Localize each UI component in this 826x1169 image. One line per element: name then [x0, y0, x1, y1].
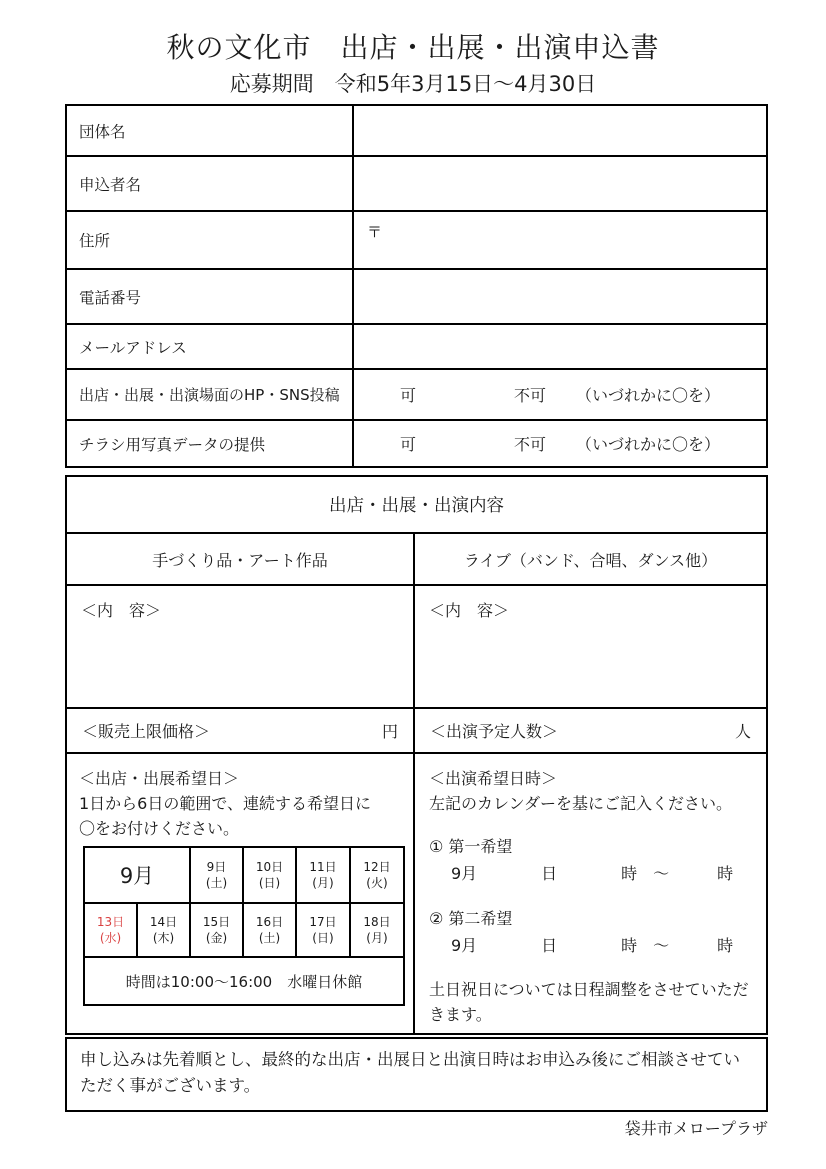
second-choice-block — [429, 906, 752, 960]
live-content-field: ＜内 容＞ — [429, 601, 510, 620]
content-table — [65, 475, 768, 1035]
calendar-day-cell — [190, 903, 243, 957]
september-calendar — [83, 846, 405, 1006]
first-choice-label: ① 第一希望 — [429, 837, 513, 856]
day-number: 16日 — [255, 914, 284, 929]
category-handmade: 手づくり品・アート作品 — [67, 534, 415, 584]
row-address — [67, 210, 766, 268]
row-photo-provision — [67, 419, 766, 466]
day-number: 12日 — [363, 859, 391, 874]
schedule-instruction: 左記のカレンダーを基にご記入ください。 — [429, 794, 732, 813]
category-row — [67, 532, 766, 584]
day-weekday: (月) — [366, 931, 388, 945]
option-ng: 不可 — [514, 435, 547, 454]
row-sns-permission — [67, 368, 766, 419]
calendar-day-cell — [350, 847, 404, 903]
calendar-day-cell — [137, 903, 190, 957]
day-number: 9日 — [206, 859, 227, 874]
calendar-day-cell — [190, 847, 243, 903]
second-choice-time-line: 9月 日 時 ～ 時 — [451, 936, 734, 955]
field-label: 出店・出展・出演場面のHP・SNS投稿 — [67, 370, 354, 419]
field-value — [354, 106, 766, 155]
field-label: メールアドレス — [67, 325, 354, 368]
calendar-week-1 — [84, 847, 404, 903]
day-number: 11日 — [309, 859, 337, 874]
booth-wish-dates-cell — [67, 754, 415, 1033]
form-title: 秋の文化市 出店・出展・出演申込書 — [166, 31, 660, 64]
calendar-month-cell: 9月 — [84, 847, 190, 903]
permission-choice — [354, 370, 766, 419]
wish-date-row — [67, 752, 766, 1033]
day-weekday: (日) — [312, 931, 334, 945]
row-email-address — [67, 323, 766, 368]
day-weekday: (木) — [152, 931, 175, 945]
day-weekday: (火) — [366, 876, 388, 890]
day-number: 18日 — [363, 914, 391, 929]
field-label: 電話番号 — [67, 270, 354, 323]
option-hint: （いづれかに〇を） — [576, 386, 721, 405]
application-period: 応募期間 令和5年3月15日～4月30日 — [229, 72, 597, 96]
person-unit: 人 — [734, 722, 751, 741]
calendar-week-2 — [84, 903, 404, 957]
field-value — [354, 270, 766, 323]
option-ok: 可 — [400, 386, 417, 405]
option-hint: （いづれかに〇を） — [576, 435, 721, 454]
max-price-field — [67, 709, 415, 752]
permission-choice — [354, 421, 766, 466]
day-weekday: (月) — [312, 876, 334, 890]
field-label: チラシ用写真データの提供 — [67, 421, 354, 466]
performance-schedule-cell — [415, 754, 766, 1033]
field-value — [354, 325, 766, 368]
day-weekday: (土) — [205, 876, 228, 890]
schedule-title: ＜出演希望日時＞ — [429, 769, 558, 788]
yen-unit: 円 — [381, 722, 398, 741]
day-number: 14日 — [149, 914, 178, 929]
field-label: 申込者名 — [67, 157, 354, 210]
opening-hours-note: 時間は10:00～16:00 水曜日休館 — [84, 957, 404, 1005]
calendar-day-cell — [350, 903, 404, 957]
first-come-note-box: 申し込みは先着順とし、最終的な出店・出展日と出演日時はお申込み後にご相談させていただく事がございます。 — [65, 1037, 768, 1112]
day-weekday: (金) — [205, 931, 228, 945]
first-choice-block — [429, 834, 752, 888]
calendar-day-cell — [296, 847, 350, 903]
performer-count-label: ＜出演予定人数＞ — [430, 722, 559, 741]
postal-mark: 〒 — [367, 223, 383, 241]
content-table-header: 出店・出展・出演内容 — [329, 496, 504, 516]
field-label: 団体名 — [67, 106, 354, 155]
price-count-row — [67, 707, 766, 752]
day-weekday: (水) — [99, 931, 122, 945]
applicant-info-table — [65, 104, 768, 468]
field-value — [354, 157, 766, 210]
row-organization-name — [67, 106, 766, 155]
day-number: 15日 — [202, 914, 231, 929]
row-phone-number — [67, 268, 766, 323]
organization-footer: 袋井市メロープラザ — [624, 1119, 768, 1138]
second-choice-label: ② 第二希望 — [429, 909, 513, 928]
option-ng: 不可 — [514, 386, 547, 405]
weekend-adjustment-note: 土日祝日については日程調整をさせていただきます。 — [429, 980, 749, 1024]
first-choice-time-line: 9月 日 時 ～ 時 — [451, 864, 734, 883]
calendar-day-cell-closed — [84, 903, 137, 957]
day-number: 13日 — [96, 914, 125, 929]
category-live: ライブ（バンド、合唱、ダンス他） — [463, 550, 718, 570]
performer-count-field — [415, 709, 766, 752]
option-ok: 可 — [400, 435, 417, 454]
calendar-day-cell — [296, 903, 350, 957]
field-label: 住所 — [67, 212, 354, 268]
calendar-day-cell — [243, 847, 296, 903]
day-weekday: (日) — [258, 876, 281, 890]
day-number: 10日 — [255, 859, 284, 874]
calendar-note-row — [84, 957, 404, 1005]
day-number: 17日 — [309, 914, 337, 929]
calendar-day-cell — [243, 903, 296, 957]
content-row — [67, 584, 766, 707]
handmade-content-field: ＜内 容＞ — [67, 586, 415, 707]
row-applicant-name — [67, 155, 766, 210]
max-price-label: ＜販売上限価格＞ — [82, 722, 211, 741]
day-weekday: (土) — [258, 931, 281, 945]
booth-wish-note-1: 1日から6日の範囲で、連続する希望日に — [79, 794, 372, 813]
booth-wish-title: ＜出店・出展希望日＞ — [79, 769, 240, 788]
booth-wish-note-2: 〇をお付けください。 — [79, 819, 240, 838]
